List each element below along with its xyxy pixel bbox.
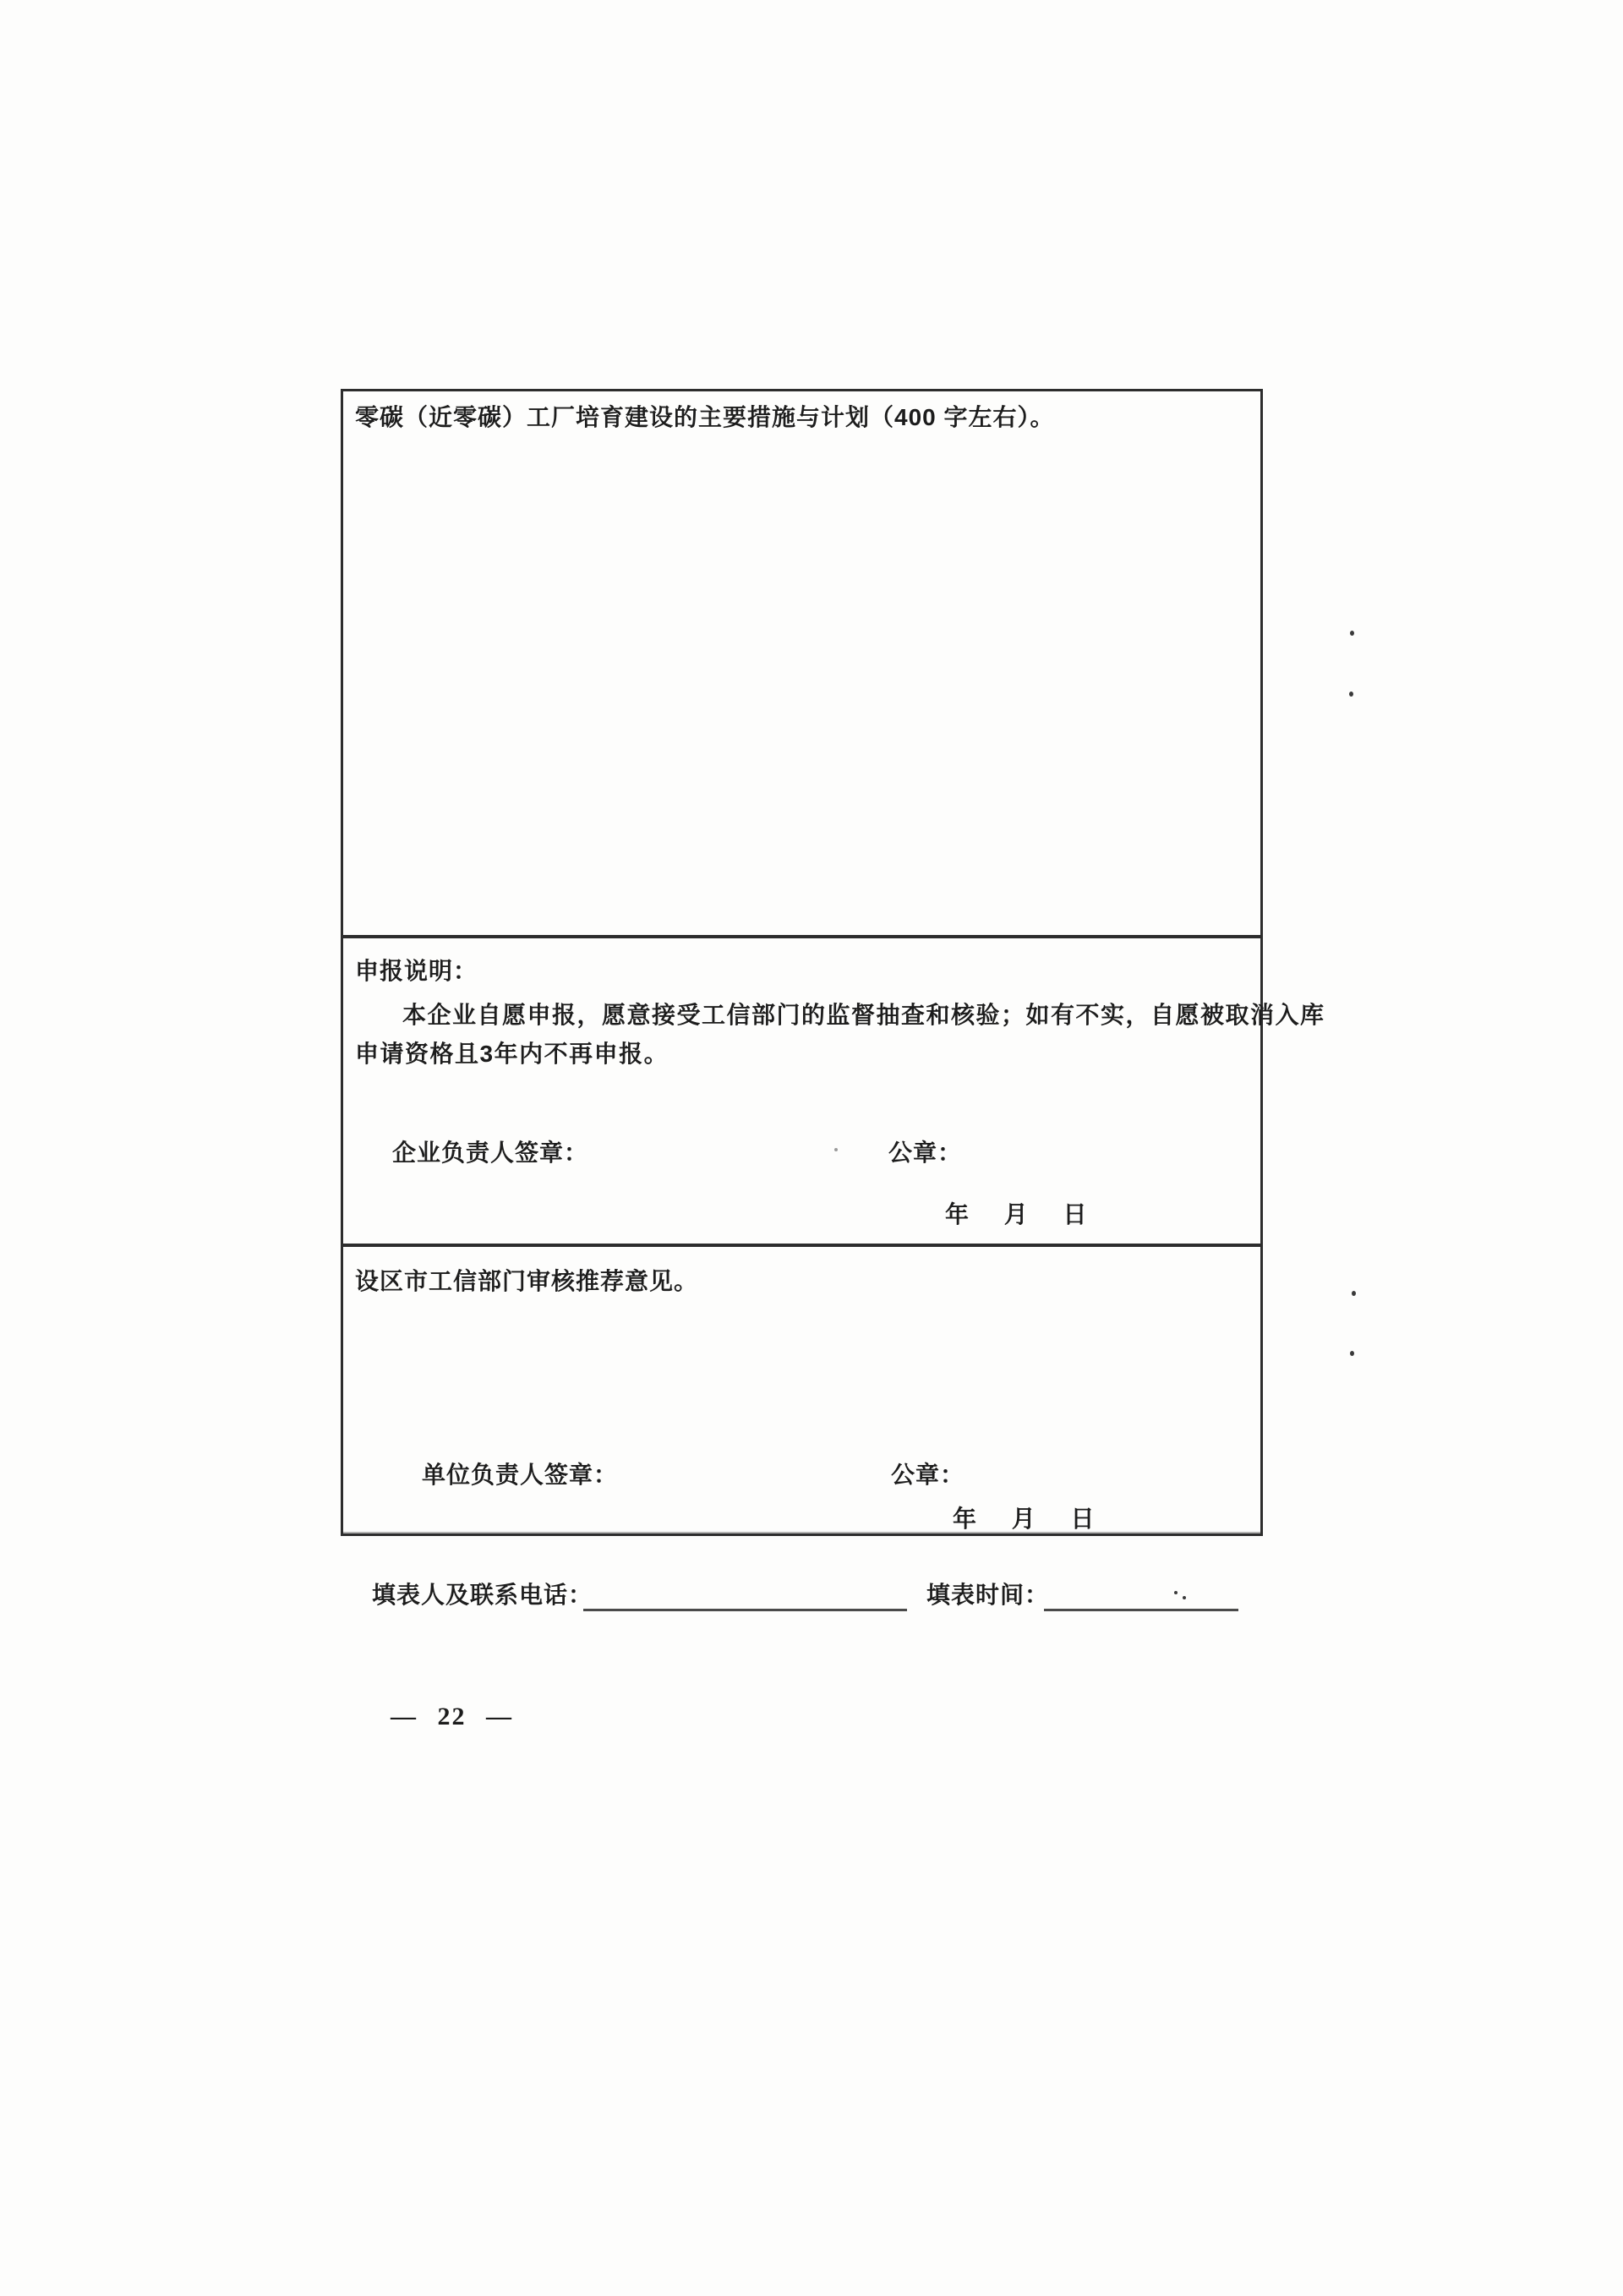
scan-speck bbox=[1350, 631, 1354, 636]
fill-time-label: 填表时间： bbox=[926, 1582, 1050, 1608]
scan-speck bbox=[1352, 1291, 1356, 1296]
declaration-body-line2: 申请资格且3年内不再申报。 bbox=[355, 1041, 669, 1067]
date-year-month-day: 年 月 日 bbox=[953, 1506, 1096, 1532]
filler-contact-blank-line bbox=[583, 1609, 907, 1611]
scan-speck bbox=[1183, 1596, 1186, 1599]
scan-speck bbox=[1350, 1351, 1354, 1356]
declaration-body-line1: 本企业自愿申报，愿意接受工信部门的监督抽查和核验；如有不实，自愿被取消入库 bbox=[402, 1002, 1325, 1028]
section-review-opinion bbox=[343, 1250, 1260, 1533]
scan-speck bbox=[834, 1148, 838, 1151]
section-declaration bbox=[343, 942, 1325, 1247]
section-measures-plan bbox=[343, 391, 1260, 938]
official-seal-label: 公章： bbox=[888, 1140, 963, 1166]
measures-plan-title: 零碳（近零碳）工厂培育建设的主要措施与计划（400 字左右）。 bbox=[355, 404, 1055, 430]
review-opinion-title: 设区市工信部门审核推荐意见。 bbox=[355, 1268, 699, 1294]
filler-contact-label: 填表人及联系电话： bbox=[372, 1582, 593, 1608]
scan-speck bbox=[1174, 1591, 1178, 1594]
official-seal-label: 公章： bbox=[891, 1462, 965, 1488]
company-signature-label: 企业负责人签章： bbox=[392, 1140, 589, 1166]
application-form-table bbox=[341, 389, 1325, 1536]
scan-speck bbox=[1349, 692, 1353, 697]
unit-signature-label: 单位负责人签章： bbox=[422, 1462, 619, 1488]
page-number: — 22 — bbox=[391, 1703, 513, 1730]
date-year-month-day: 年 月 日 bbox=[945, 1201, 1088, 1227]
declaration-heading: 申报说明： bbox=[355, 958, 478, 984]
fill-time-blank-line bbox=[1044, 1609, 1238, 1611]
